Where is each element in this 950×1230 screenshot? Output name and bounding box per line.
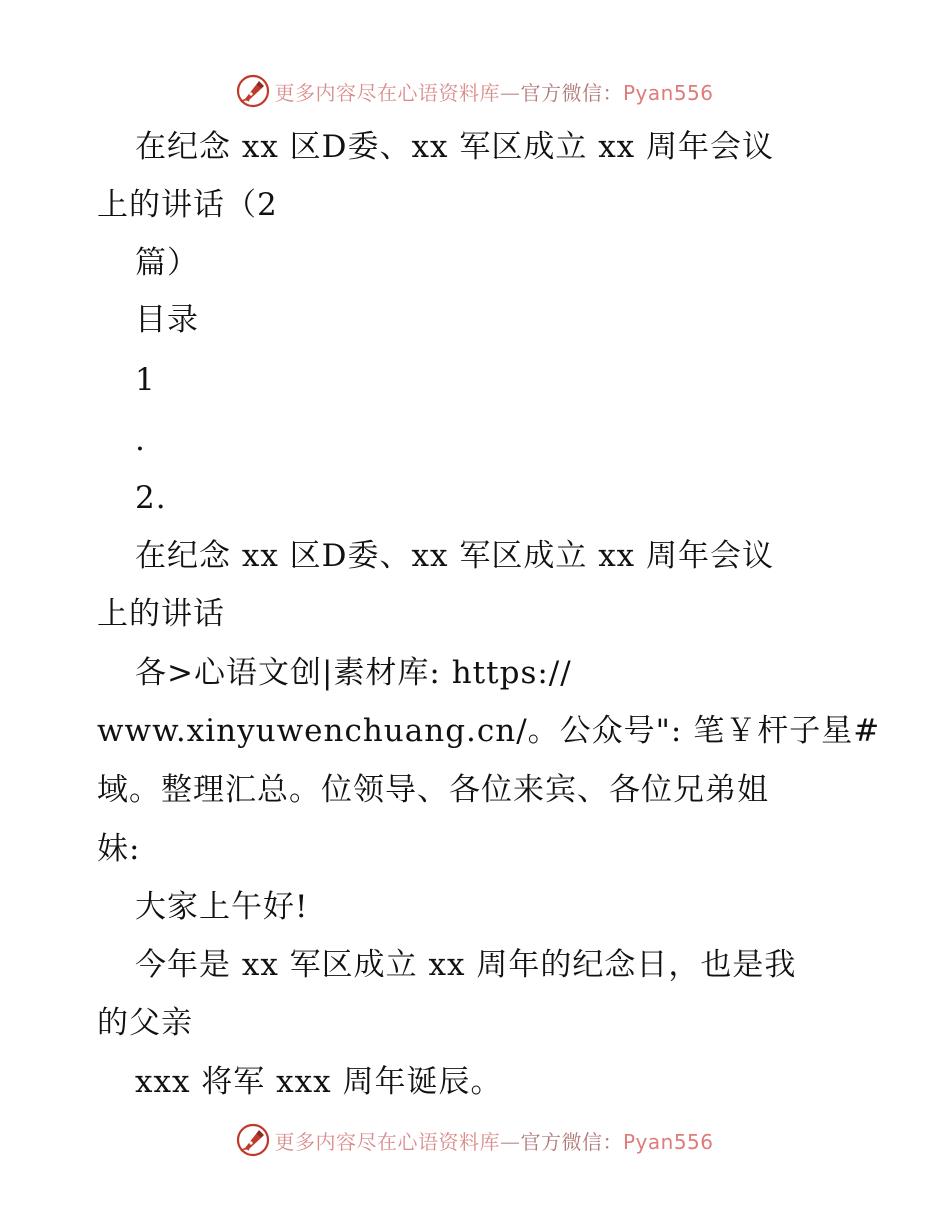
section-title-line-1: 在纪念 xx 区D委、xx 军区成立 xx 周年会议 [135, 538, 775, 574]
title-line-2: 上的讲话（2 [97, 187, 278, 223]
title-line-3: 篇） [135, 245, 199, 281]
paragraph-line: 的父亲 [97, 1005, 193, 1041]
toc-heading: 目录 [135, 302, 199, 338]
title-line-1: 在纪念 xx 区D委、xx 军区成立 xx 周年会议 [135, 129, 775, 165]
greeting-line: 大家上午好! [135, 889, 309, 925]
fountain-pen-logo-icon [236, 1123, 270, 1157]
paragraph-line: www.xinyuwenchuang.cn/。公众号": 笔￥杆子星# [97, 713, 881, 749]
watermark-text: 更多内容尽在心语资料库—官方微信：Pyan556 [274, 80, 714, 105]
paragraph-line: 今年是 xx 军区成立 xx 周年的纪念日，也是我 [135, 947, 797, 983]
fountain-pen-logo-icon [236, 74, 270, 108]
toc-item-number: 2. [135, 480, 167, 516]
paragraph-line: xxx 将军 xxx 周年诞辰。 [135, 1064, 503, 1100]
paragraph-line: 妹: [97, 831, 141, 867]
watermark-text: 更多内容尽在心语资料库—官方微信：Pyan556 [274, 1129, 714, 1154]
header-watermark-banner [0, 71, 950, 111]
footer-watermark-banner [0, 1120, 950, 1160]
toc-item-dot: . [135, 422, 146, 458]
paragraph-line: 各>心语文创|素材库: https:// [135, 655, 572, 691]
toc-item-number: 1 [135, 362, 156, 398]
paragraph-line: 域。整理汇总。位领导、各位来宾、各位兄弟姐 [97, 772, 769, 808]
section-title-line-2: 上的讲话 [97, 596, 225, 632]
